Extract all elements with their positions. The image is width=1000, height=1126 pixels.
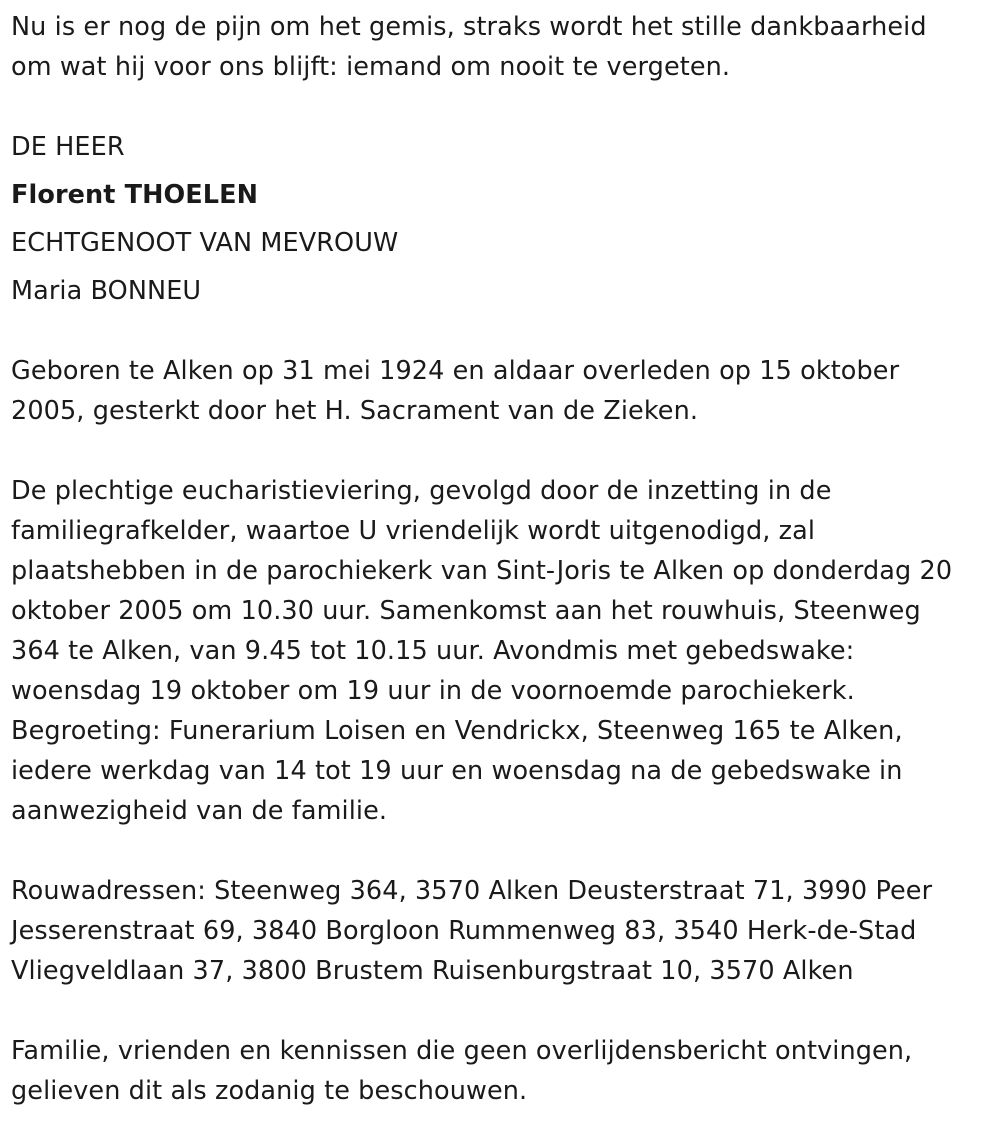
intro-line: Nu is er nog de pijn om het gemis, straks wordt het stille dankbaarheid bbox=[11, 12, 927, 42]
paragraph-line: oktober 2005 om 10.30 uur. Samenkomst aan het rouwhuis, Steenweg bbox=[11, 596, 921, 626]
deceased-name: Florent THOELEN bbox=[11, 180, 259, 210]
paragraph-line: plaatshebben in de parochiekerk van Sint-Joris te Alken op donderdag 20 bbox=[11, 556, 953, 586]
paragraph-line: Vliegveldlaan 37, 3800 Brustem Ruisenburgstraat 10, 3570 Alken bbox=[11, 956, 854, 986]
paragraph-line: Begroeting: Funerarium Loisen en Vendrickx, Steenweg 165 te Alken, bbox=[11, 716, 903, 746]
addresses-paragraph bbox=[11, 871, 1000, 991]
paragraph-line: 2005, gesterkt door het H. Sacrament van de Zieken. bbox=[11, 396, 699, 426]
paragraph-line: gelieven dit als zodanig te beschouwen. bbox=[11, 1076, 528, 1106]
intro-line: om wat hij voor ons blijft: iemand om nooit te vergeten. bbox=[11, 52, 731, 82]
paragraph-line: Jesserenstraat 69, 3840 Borgloon Rummenweg 83, 3540 Herk-de-Stad bbox=[11, 916, 917, 946]
deceased-relation: ECHTGENOOT VAN MEVROUW bbox=[11, 228, 399, 258]
paragraph-line: aanwezigheid van de familie. bbox=[11, 796, 388, 826]
paragraph-line: Rouwadressen: Steenweg 364, 3570 Alken Deusterstraat 71, 3990 Peer bbox=[11, 876, 933, 906]
paragraph-line: De plechtige eucharistieviering, gevolgd door de inzetting in de bbox=[11, 476, 832, 506]
deceased-title: DE HEER bbox=[11, 132, 125, 162]
paragraph-line: familiegrafkelder, waartoe U vriendelijk wordt uitgenodigd, zal bbox=[11, 516, 816, 546]
paragraph-line: woensdag 19 oktober om 19 uur in de voornoemde parochiekerk. bbox=[11, 676, 855, 706]
paragraph-line: 364 te Alken, van 9.45 tot 10.15 uur. Avondmis met gebedswake: bbox=[11, 636, 855, 666]
ceremony-paragraph bbox=[11, 471, 1000, 831]
closing-paragraph bbox=[11, 1031, 1000, 1111]
intro-quote bbox=[11, 0, 1000, 87]
spouse-name: Maria BONNEU bbox=[11, 276, 202, 306]
paragraph-line: iedere werkdag van 14 tot 19 uur en woensdag na de gebedswake in bbox=[11, 756, 903, 786]
paragraph-line: Familie, vrienden en kennissen die geen overlijdensbericht ontvingen, bbox=[11, 1036, 913, 1066]
paragraph-line: Geboren te Alken op 31 mei 1924 en aldaar overleden op 15 oktober bbox=[11, 356, 900, 386]
birth-death-paragraph bbox=[11, 351, 1000, 431]
deceased-info bbox=[11, 123, 1000, 315]
